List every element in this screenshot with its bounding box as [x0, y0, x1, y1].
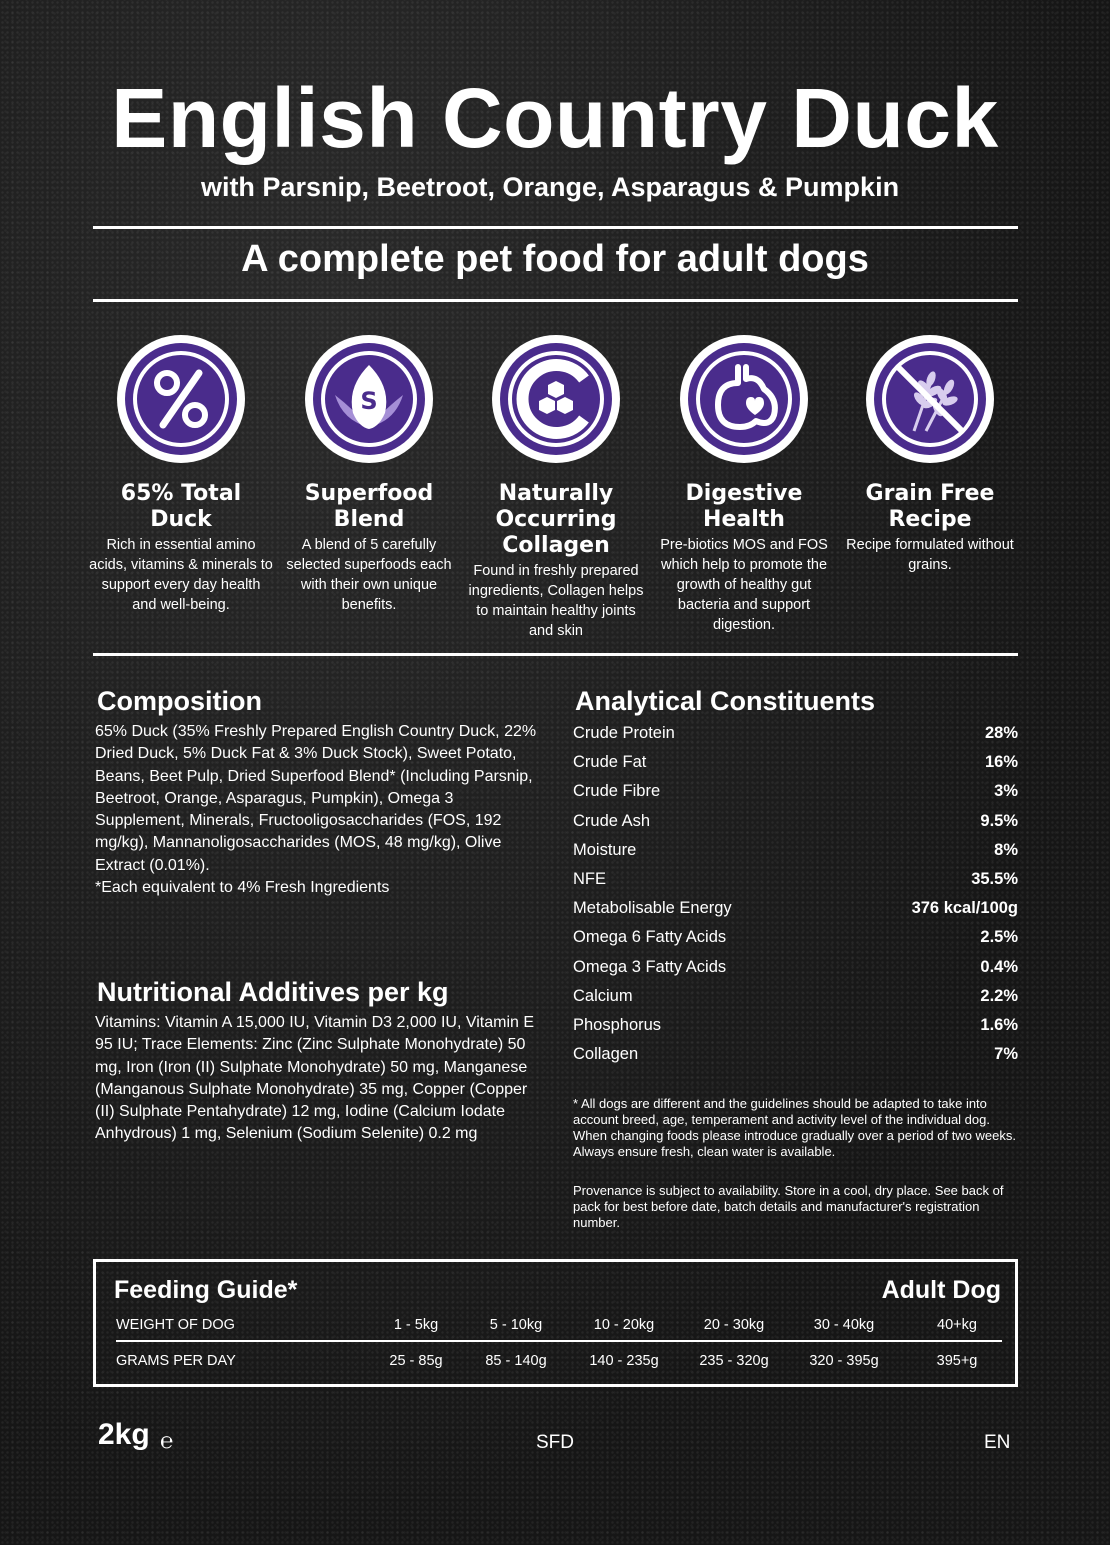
constituent-label: Moisture	[573, 840, 637, 859]
analytical-row	[573, 953, 1018, 982]
constituent-value: 16%	[984, 753, 1018, 772]
guidelines-note: * All dogs are different and the guidelines should be adapted to take into account breed, age, temperament and activity level of the individual dog. When changing foods please introduce gradually over a period of two weeks. Always ensure fresh, clean water is available.	[573, 1096, 1016, 1159]
analytical-row	[573, 1011, 1018, 1040]
constituent-value: 2.2%	[980, 986, 1018, 1005]
feature-description: A blend of 5 carefully selected superfoods each with their own unique benefits.	[286, 537, 452, 613]
stomach-heart-icon	[680, 335, 808, 463]
no-grain-icon	[866, 335, 994, 463]
analytical-row	[573, 836, 1018, 865]
collagen-icon	[492, 335, 620, 463]
divider	[93, 653, 1018, 656]
analytical-row	[573, 777, 1018, 806]
constituent-value: 3%	[994, 782, 1018, 801]
constituent-value: 8%	[994, 840, 1018, 859]
constituent-label: Crude Fibre	[573, 782, 661, 801]
constituent-label: Omega 3 Fatty Acids	[573, 957, 727, 976]
svg-text:S: S	[360, 387, 378, 415]
provenance-note: Provenance is subject to availability. Store in a cool, dry place. See back of pack for best before date, batch details and manufacturer's registration number.	[573, 1183, 1004, 1230]
grams-cell: 85 - 140g	[485, 1353, 547, 1369]
weight-cell: 10 - 20kg	[593, 1317, 655, 1333]
analytical-heading: Analytical Constituents	[575, 686, 876, 716]
additives-text: Vitamins: Vitamin A 15,000 IU, Vitamin D3 2,000 IU, Vitamin E 95 IU; Trace Elements: Zinc (Zinc Sulphate Monohydrate) 50 mg, Iron (Iron (II) Sulphate Monohydrate) 50 mg, Manganese (Manganous Sulphate Monohydrate) 35 mg, Copper (Copper (II) Sulphate Pentahydrate) 12 mg, Iodine (Calcium Iodate Anhydrous) 1 mg, Selenium (Sodium Selenite) 0.2 mg	[95, 1014, 535, 1143]
feature-title: 65% Total Duck	[120, 481, 242, 532]
weight-cell: 20 - 30kg	[703, 1317, 765, 1333]
constituent-value: 2.5%	[980, 928, 1018, 947]
feeding-divider	[116, 1340, 1002, 1342]
feature-description: Rich in essential amino acids, vitamins & minerals to support every day health and well-being.	[89, 537, 273, 613]
feature-title: Grain Free Recipe	[865, 481, 995, 532]
feature-title: Digestive Health	[685, 481, 803, 532]
constituent-label: Phosphorus	[573, 1015, 662, 1034]
weight-label: WEIGHT OF DOG	[116, 1317, 235, 1333]
analytical-row	[573, 807, 1018, 836]
constituent-value: 7%	[994, 1045, 1018, 1064]
feeding-guide	[93, 1259, 1018, 1387]
feature-title: Naturally Occurring Collagen	[495, 481, 617, 558]
constituent-value: 35.5%	[971, 869, 1018, 888]
feeding-guide-type: Adult Dog	[881, 1276, 1001, 1304]
analytical-row	[573, 923, 1018, 952]
estimated-sign-icon: ℮	[160, 1429, 174, 1454]
constituent-label: Metabolisable Energy	[573, 899, 732, 918]
product-code: SFD	[536, 1432, 574, 1453]
product-title: English Country Duck	[111, 71, 999, 165]
analytical-row	[573, 748, 1018, 777]
analytical-row	[573, 719, 1018, 748]
composition-ingredients: 65% Duck (35% Freshly Prepared English Country Duck, 22% Dried Duck, 5% Duck Fat & 3% Duck Stock), Sweet Potato, Beans, Beet Pulp, Dried Superfood Blend* (Including Parsnip, Beetroot, Orange, Asparagus, Pumpkin), Omega 3 Supplement, Minerals, Fructooligosaccharides (FOS, 192 mg/kg), Mannanoligosaccharides (MOS, 48 mg/kg), Olive Extract (0.01%).	[95, 723, 537, 874]
analytical-row	[573, 865, 1018, 894]
constituent-value: 1.6%	[980, 1015, 1018, 1034]
constituent-value: 376 kcal/100g	[911, 899, 1018, 918]
grams-cell: 140 - 235g	[589, 1353, 659, 1369]
percent-icon	[117, 335, 245, 463]
constituent-value: 0.4%	[980, 957, 1018, 976]
feature-collagen	[463, 335, 649, 641]
constituent-label: Crude Fat	[573, 753, 647, 772]
divider	[93, 299, 1018, 302]
divider	[93, 226, 1018, 229]
feature-description: Found in freshly prepared ingredients, Collagen helps to maintain healthy joints and skin	[468, 563, 644, 639]
grams-label: GRAMS PER DAY	[116, 1353, 236, 1369]
constituent-label: Crude Protein	[573, 724, 675, 742]
constituent-label: NFE	[573, 869, 606, 888]
weight-cell: 40+kg	[937, 1317, 977, 1333]
composition-heading: Composition	[97, 686, 262, 716]
constituent-label: Collagen	[573, 1045, 639, 1064]
constituent-label: Omega 6 Fatty Acids	[573, 928, 727, 947]
feature-digestive-health	[651, 335, 837, 635]
weight-cell: 5 - 10kg	[489, 1317, 543, 1333]
product-subtitle: with Parsnip, Beetroot, Orange, Asparagus & Pumpkin	[200, 172, 900, 202]
analytical-row	[573, 982, 1018, 1011]
analytical-row	[573, 1040, 1018, 1069]
tagline: A complete pet food for adult dogs	[241, 238, 869, 280]
composition-text	[95, 721, 545, 899]
feature-title: Superfood Blend	[304, 481, 434, 532]
analytical-row	[573, 894, 1018, 923]
grams-cell: 395+g	[936, 1353, 978, 1369]
grams-cell: 235 - 320g	[699, 1353, 769, 1369]
weight-cell: 30 - 40kg	[813, 1317, 875, 1333]
additives-heading: Nutritional Additives per kg	[97, 977, 449, 1007]
composition-footnote: *Each equivalent to 4% Fresh Ingredients	[95, 879, 390, 897]
feature-superfood-blend	[276, 335, 462, 615]
constituent-label: Calcium	[573, 986, 633, 1005]
feature-grain-free	[837, 335, 1023, 575]
grams-cell: 320 - 395g	[809, 1353, 879, 1369]
weight-cell: 1 - 5kg	[393, 1317, 439, 1333]
constituent-label: Crude Ash	[573, 811, 651, 830]
grams-cell: 25 - 85g	[389, 1353, 443, 1369]
analytical-table	[573, 719, 1018, 1069]
constituent-value: 28%	[984, 724, 1018, 742]
feature-description: Pre-biotics MOS and FOS which help to promote the growth of healthy gut bacteria and support digestion.	[660, 537, 828, 633]
pack-weight: 2kg	[98, 1418, 150, 1451]
feature-description: Recipe formulated without grains.	[846, 537, 1014, 573]
language-code: EN	[984, 1432, 1011, 1453]
superfood-leaf-icon	[305, 335, 433, 463]
feature-total-duck	[88, 335, 274, 615]
constituent-value: 9.5%	[980, 811, 1018, 830]
feeding-guide-title: Feeding Guide*	[114, 1276, 298, 1304]
